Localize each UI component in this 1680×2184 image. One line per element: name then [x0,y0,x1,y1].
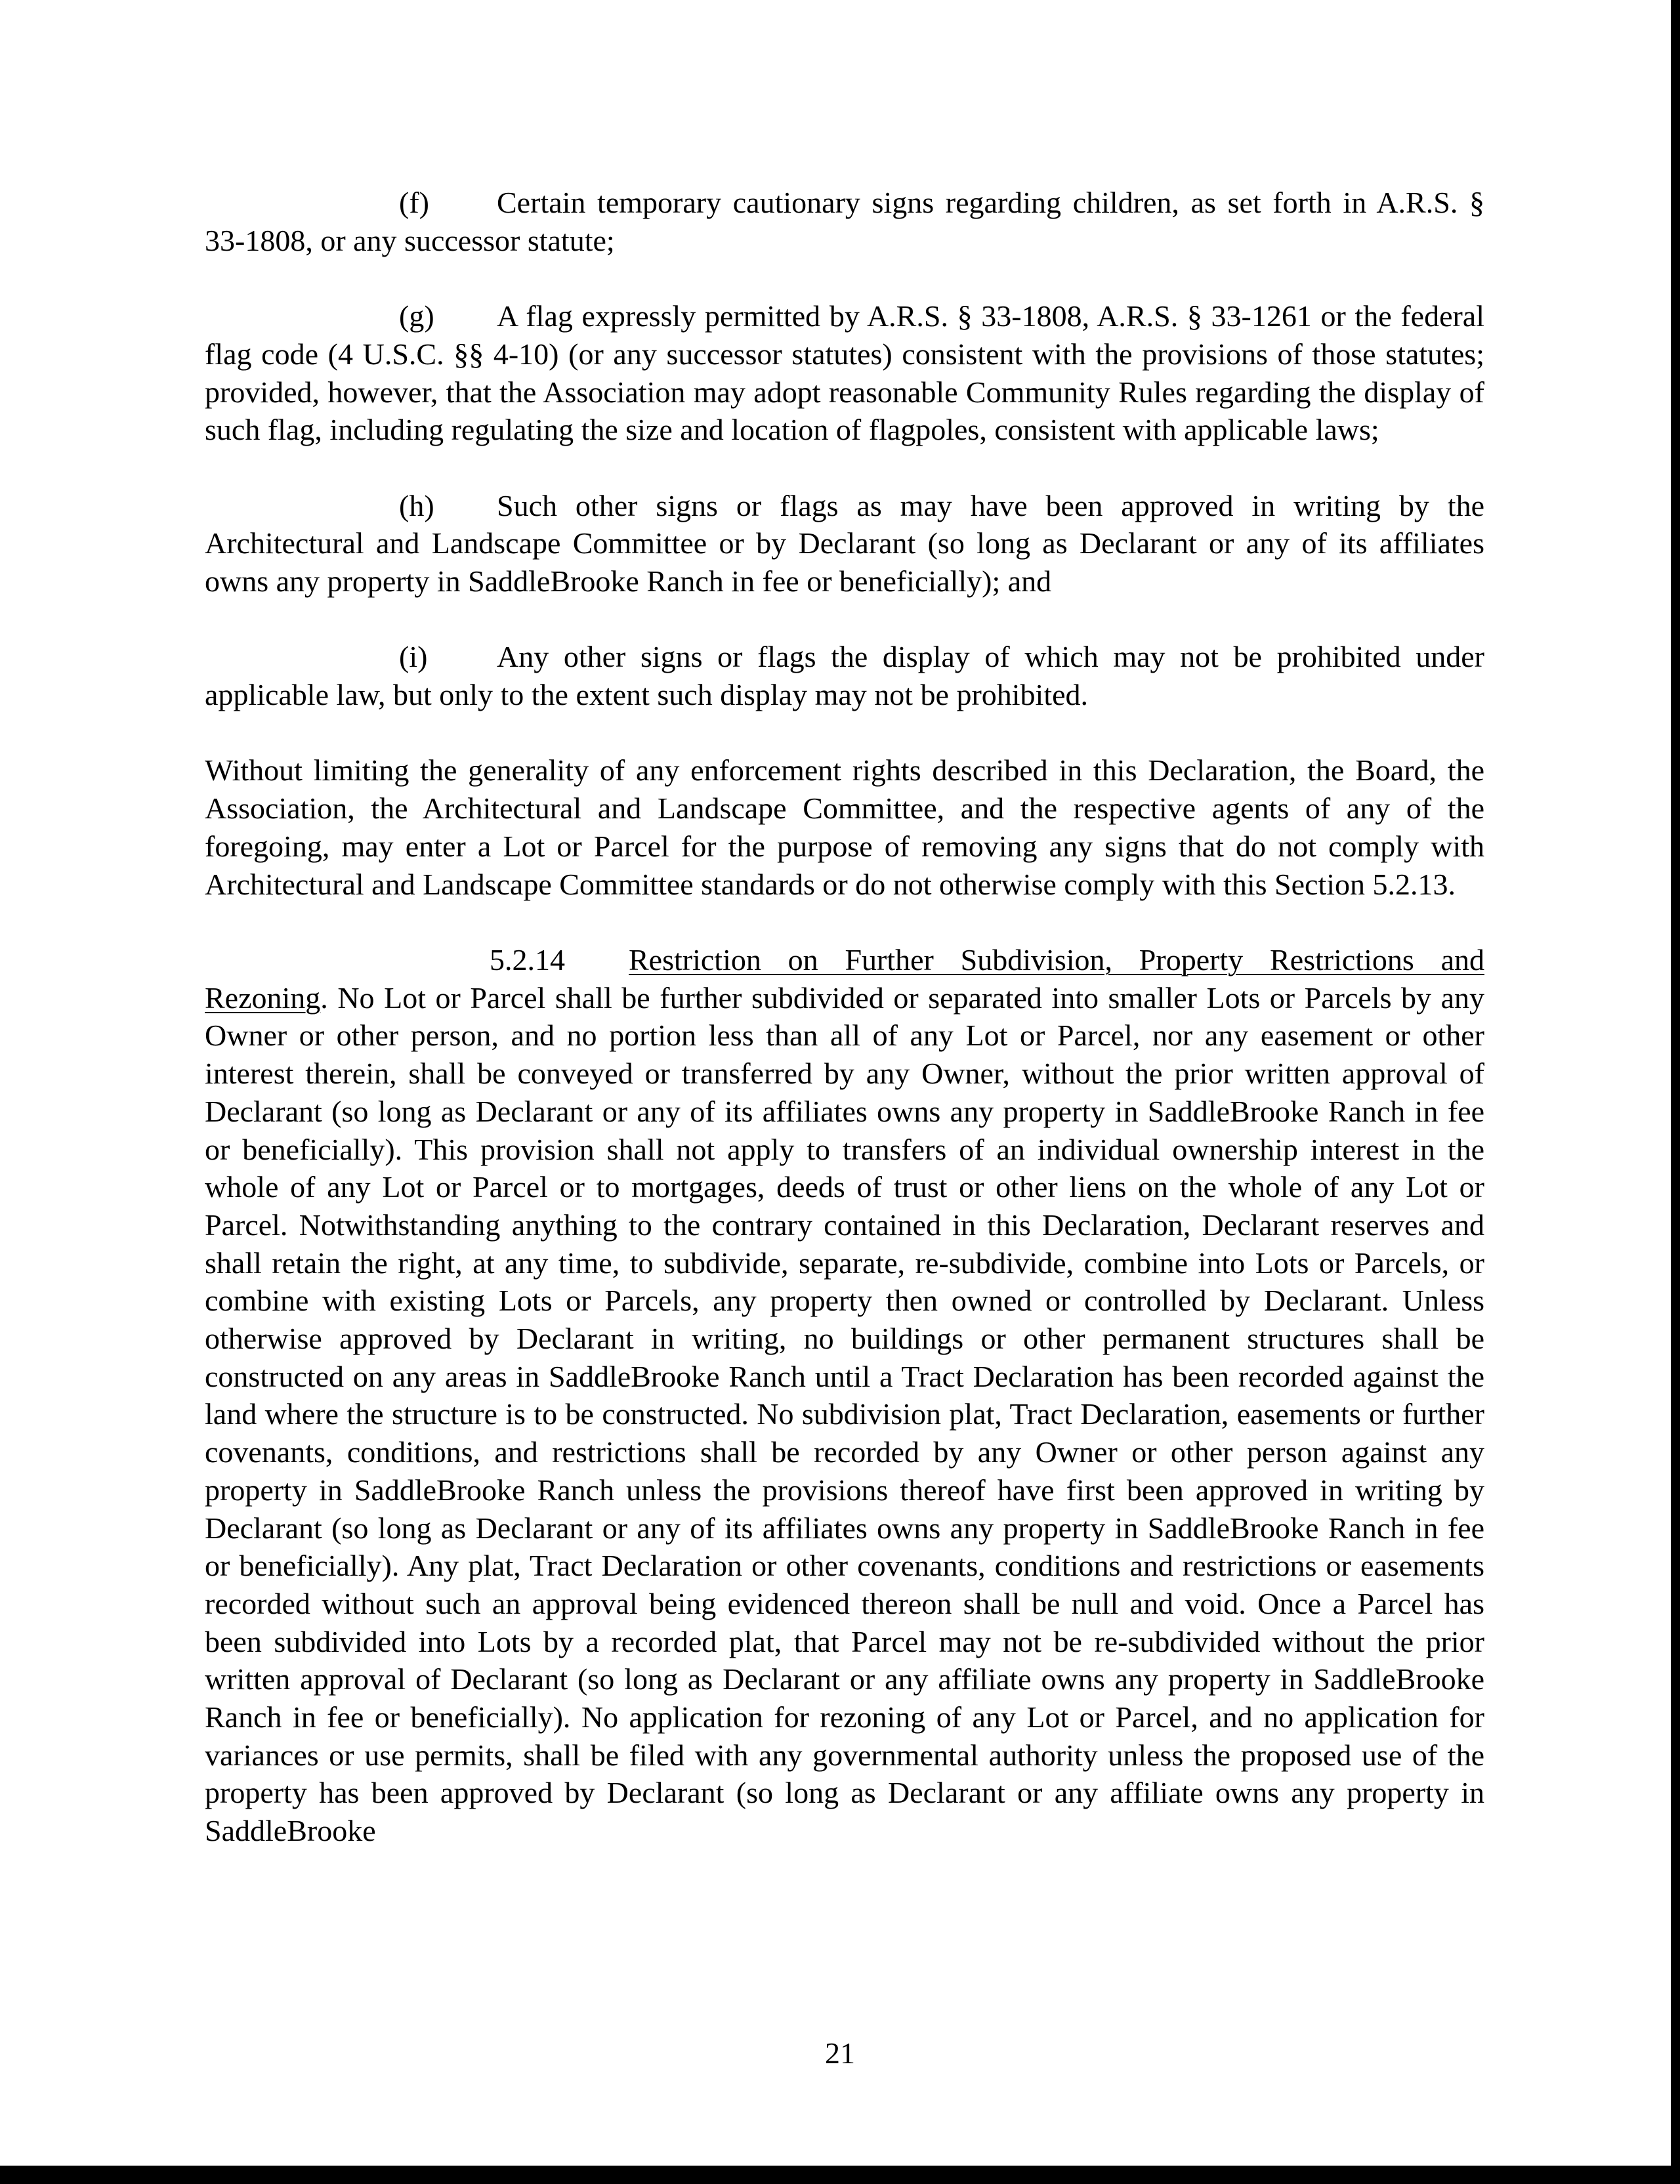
item-marker: (f) [399,186,429,219]
page-content [205,184,1484,1850]
item-text: A flag expressly permitted by A.R.S. § 33-1808, A.R.S. § 33-1261 or the federal flag code (4 U.S.C. §§ 4-10) (or any successor statutes) consistent with the provisions of those statutes; provided, however, that the Association may adopt reasonable Community Rules regarding the display of such flag, including regulating the size and location of flagpoles, consistent with applicable laws; [205,299,1484,447]
section-heading-end: . [320,980,328,1015]
item-text: Any other signs or flags the display of which may not be prohibited under applicable law, but only to the extent such display may not be prohibited. [205,640,1484,712]
item-marker: (g) [399,299,434,333]
list-item [205,184,1484,259]
list-item [205,638,1484,713]
list-item [205,297,1484,449]
item-text: Such other signs or flags as may have been approved in writing by the Architectural and Landscape Committee or by Declarant (so long as Declarant or any of its affiliates owns any property in SaddleBrooke Ranch in fee or beneficially); and [205,488,1484,598]
section-number: 5.2.14 [490,942,565,976]
section-body: No Lot or Parcel shall be further subdivided or separated into smaller Lots or Parcels by any Owner or other person, and no portion less than all of any Lot or Parcel, nor any easement or other interest therein, shall be conveyed or transferred by any Owner, without the prior written approval of Declarant (so long as Declarant or any of its affiliates owns any property in SaddleBrooke Ranch in fee or beneficially). This provision shall not apply to transfers of an individual ownership interest in the whole of any Lot or Parcel or to mortgages, deeds of trust or other liens on the whole of any Lot or Parcel. Notwithstanding anything to the contrary contained in this Declaration, Declarant reserves and shall retain the right, at any time, to subdivide, separate, re-subdivide, combine into Lots or Parcels, or combine with existing Lots or Parcels, any property then owned or controlled by Declarant. Unless otherwise approved by Declarant in writing, no buildings or other permanent structures shall be constructed on any areas in SaddleBrooke Ranch until a Tract Declaration has been recorded against the land where the structure is to be constructed. No subdivision plat, Tract Declaration, easements or further covenants, conditions, and restrictions shall be recorded by any Owner or other person against any property in SaddleBrooke Ranch unless the provisions thereof have first been approved in writing by Declarant (so long as Declarant or any of its affiliates owns any property in SaddleBrooke Ranch in fee or beneficially). Any plat, Tract Declaration or other covenants, conditions and restrictions or easements recorded without such an approval being evidenced thereon shall be null and void. Once a Parcel has been subdivided into Lots by a recorded plat, that Parcel may not be re-subdivided without the prior written approval of Declarant (so long as Declarant or any affiliate owns any property in SaddleBrooke Ranch in fee or beneficially). No application for rezoning of any Lot or Parcel, and no application for variances or use permits, shall be filed with any governmental authority unless the proposed use of the property has been approved by Declarant (so long as Declarant or any affiliate owns any property in SaddleBrooke [205,980,1484,1848]
item-text: Certain temporary cautionary signs regarding children, as set forth in A.R.S. § 33-1808, or any successor statute; [205,186,1484,257]
section-heading: Restriction on Further Subdivision, Property Restrictions and Rezoning [205,942,1484,1015]
item-marker: (h) [399,488,434,522]
item-marker: (i) [399,640,428,674]
enforcement-paragraph: Without limiting the generality of any enforcement rights described in this Declaration, the Board, the Association, the Architectural and Landscape Committee, and the respective agents of any of the foregoing, may enter a Lot or Parcel for the purpose of removing any signs that do not comply with Architectural and Landscape Committee standards or do not otherwise comply with this Section 5.2.13. [205,753,1484,901]
scan-border-right [1671,0,1680,2184]
page-number: 21 [825,2036,855,2070]
list-item [205,487,1484,600]
scan-border-bottom [0,2166,1680,2184]
section-paragraph [205,941,1484,1850]
